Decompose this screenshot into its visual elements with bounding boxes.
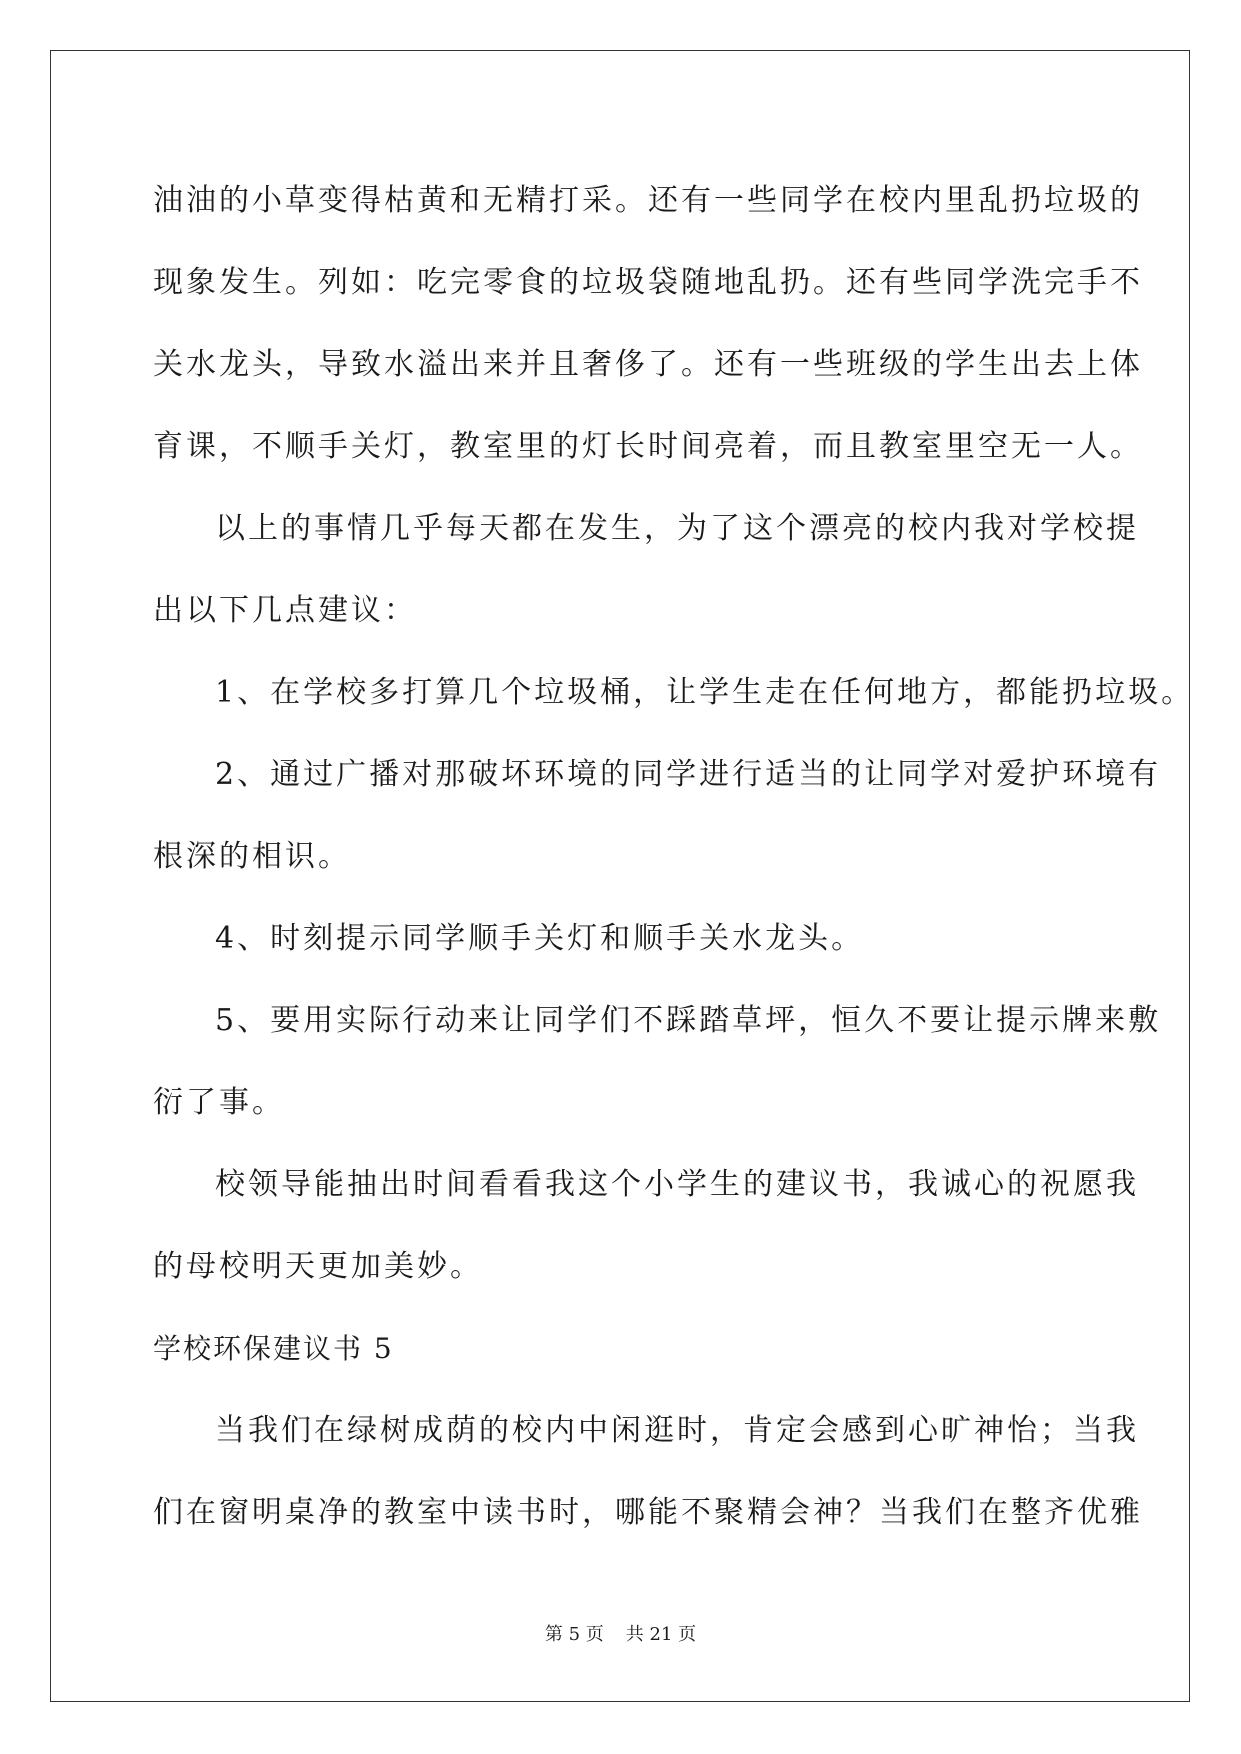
text-line: 衍了事。 [153,1085,285,1120]
text-line: 现象发生。列如：吃完零食的垃圾袋随地乱扔。还有些同学洗完手不 [153,265,1143,300]
document-body [153,160,1195,1554]
text-line: 的母校明天更加美妙。 [153,1249,483,1284]
page-number: 第 5 页 [544,1624,604,1645]
list-item-2: 2、通过广播对那破坏环境的同学进行适当的让同学对爱护环境有 [215,757,1162,792]
paragraph-start-line: 校领导能抽出时间看看我这个小学生的建议书，我诚心的祝愿我 [215,1167,1139,1202]
page-footer [0,1620,1241,1646]
paragraph-start-line: 以上的事情几乎每天都在发生，为了这个漂亮的校内我对学校提 [215,511,1139,546]
list-item-4: 4、时刻提示同学顺手关灯和顺手关水龙头。 [215,921,865,956]
paragraph-start-line: 当我们在绿树成荫的校内中闲逛时，肯定会感到心旷神怡；当我 [215,1413,1139,1448]
text-line: 们在窗明桌净的教室中读书时，哪能不聚精会神？当我们在整齐优雅 [153,1495,1143,1530]
page-total: 共 21 页 [625,1624,697,1645]
text-line: 关水龙头，导致水溢出来并且奢侈了。还有一些班级的学生出去上体 [153,347,1143,382]
text-line: 育课，不顺手关灯，教室里的灯长时间亮着，而且教室里空无一人。 [153,429,1143,464]
list-item-5: 5、要用实际行动来让同学们不踩踏草坪，恒久不要让提示牌来敷 [215,1003,1162,1038]
text-line: 油油的小草变得枯黄和无精打采。还有一些同学在校内里乱扔垃圾的 [153,183,1143,218]
text-line: 根深的相识。 [153,839,351,874]
text-line: 出以下几点建议： [153,593,417,628]
list-item-1: 1、在学校多打算几个垃圾桶，让学生走在任何地方，都能扔垃圾。 [215,675,1195,710]
section-heading: 学校环保建议书 5 [153,1332,394,1365]
